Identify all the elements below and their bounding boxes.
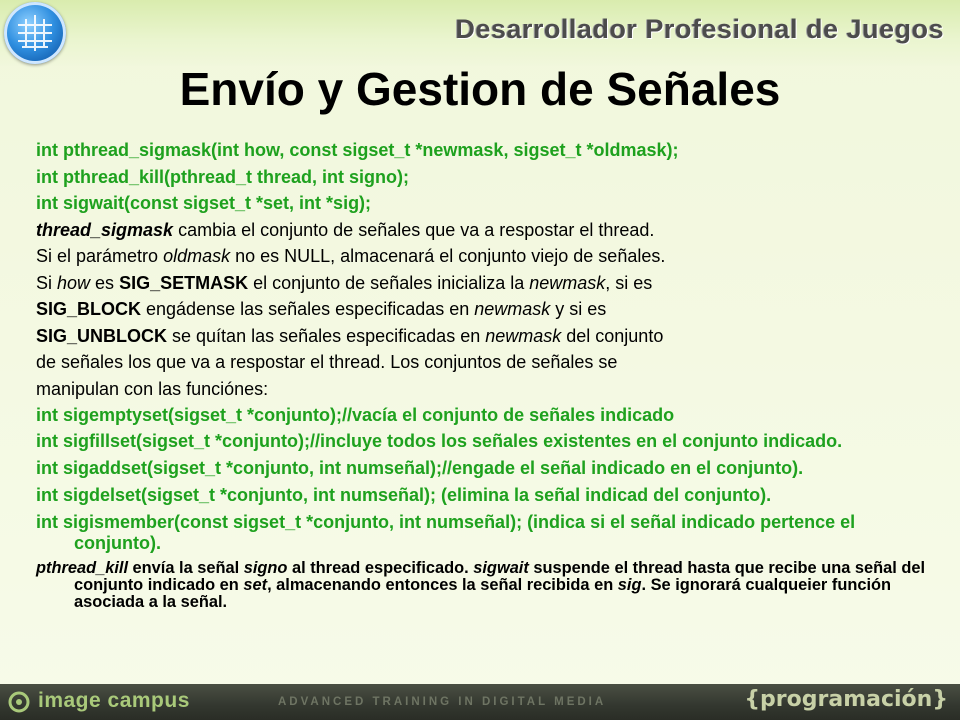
footer-tagline: ADVANCED TRAINING IN DIGITAL MEDIA — [278, 696, 607, 708]
text-line: Si how es SIG_SETMASK el conjunto de señales inicializa la newmask, si es — [36, 272, 653, 293]
image-campus-logo-icon — [8, 691, 30, 713]
globe-grid-icon — [4, 2, 66, 64]
slide-header — [0, 0, 960, 66]
footer-logo-text: image campus — [38, 689, 190, 712]
text-line: thread_sigmask cambia el conjunto de señales que va a respostar el thread. — [36, 219, 655, 240]
code-line-sigfillset: int sigfillset(sigset_t *conjunto);//incluye todos los señales existentes en el conjunto indicado. — [36, 430, 843, 451]
text-line: SIG_UNBLOCK se quítan las señales especificadas en newmask del conjunto — [36, 325, 664, 346]
code-line-pthread-kill: int pthread_kill(pthread_t thread, int signo); — [36, 166, 410, 187]
code-line-sigemptyset: int sigemptyset(sigset_t *conjunto);//vacía el conjunto de señales indicado — [36, 405, 675, 425]
text-line: manipulan con las funciónes: — [36, 378, 269, 399]
slide-footer — [0, 684, 960, 720]
code-line-sigwait: int sigwait(const sigset_t *set, int *sig); — [36, 193, 372, 213]
code-line-sigdelset: int sigdelset(sigset_t *conjunto, int numseñal); (elimina la señal indicad del conjunto). — [36, 484, 772, 505]
code-line-pthread-sigmask: int pthread_sigmask(int how, const sigset_t *newmask, sigset_t *oldmask); — [36, 140, 679, 160]
slide-title: Envío y Gestion de Señales — [179, 63, 781, 115]
brand-title: Desarrollador Profesional de Juegos — [455, 14, 944, 44]
footer-badge: {programación} — [744, 687, 948, 712]
slide-content — [36, 137, 936, 611]
text-line: SIG_BLOCK engádense las señales especificadas en newmask y si es — [36, 299, 607, 319]
code-line-sigaddset: int sigaddset(sigset_t *conjunto, int numseñal);//engade el señal indicado en el conjunto). — [36, 457, 804, 478]
text-line: Si el parámetro oldmask no es NULL, almacenará el conjunto viejo de señales. — [36, 246, 666, 266]
explanation-note: pthread_kill envía la señal signo al thread especificado. sigwait suspende el thread hasta que recibe una señal del conjunto indicado en set, almacenando entonces la señal recibida en sig. Se ignorará cualqueier función asociada a la señal. — [36, 558, 926, 611]
code-line-sigismember: int sigismember(const sigset_t *conjunto, int numseñal); (indica si el señal indicado pertence el conjunto). — [36, 511, 856, 553]
text-line: de señales los que va a respostar el thread. Los conjuntos de señales se — [36, 352, 618, 372]
